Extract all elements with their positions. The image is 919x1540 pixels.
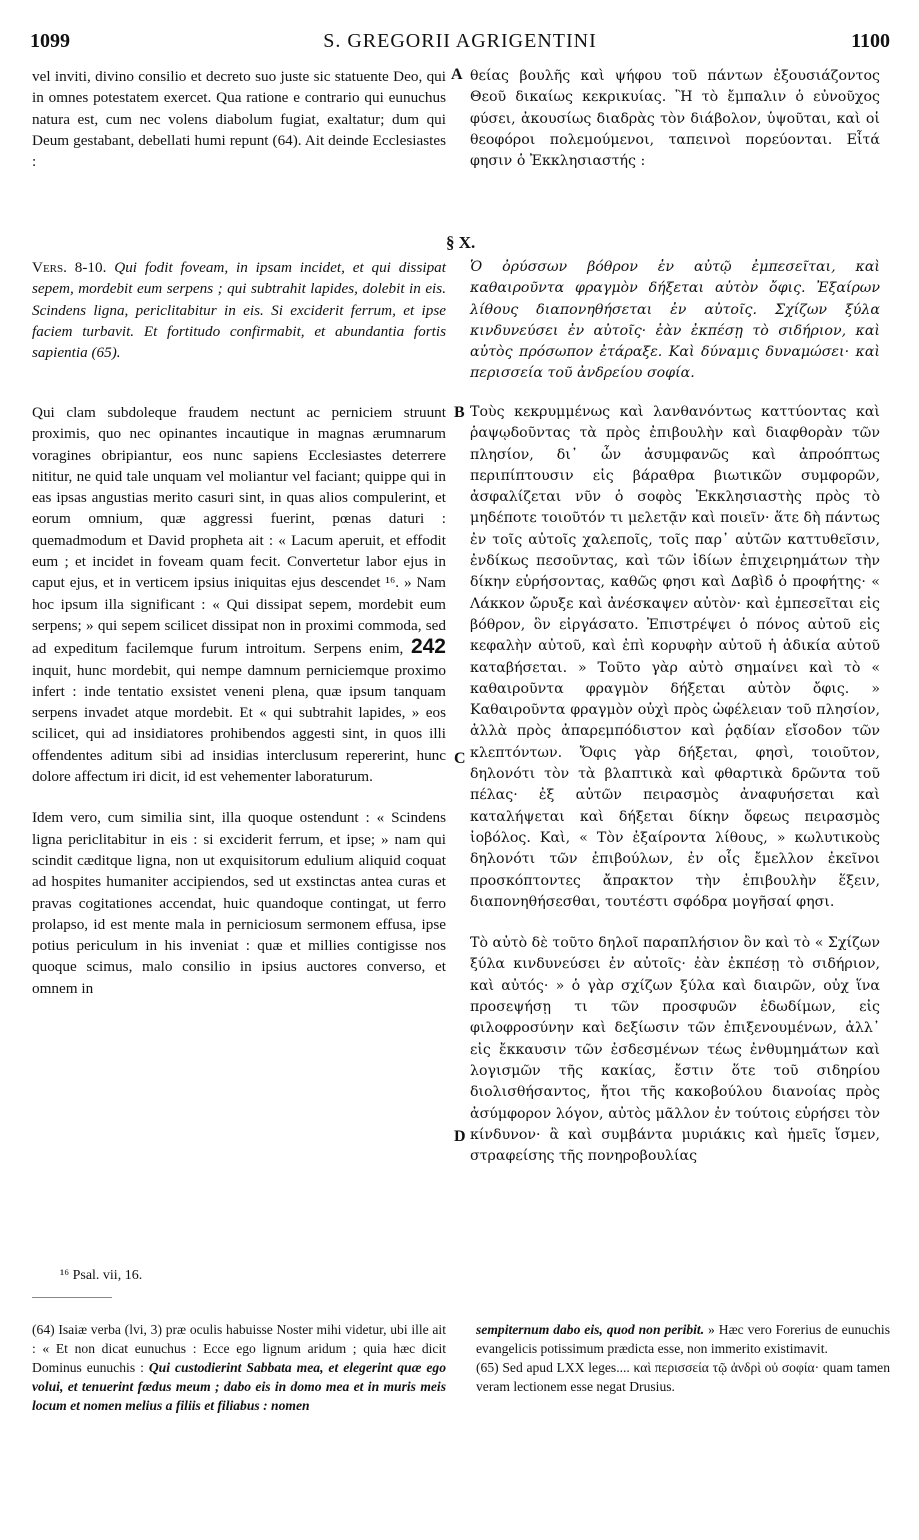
greek-paragraph-2: Τὸ αὐτὸ δὲ τοῦτο δηλοῖ παραπλήσιον ὂν καὶ τὸ « Σχίζων ξύλα κινδυνεύσει ἐν αὐτοῖς· ἐὰν ἐκπέσῃ τὸ σιδήριον, καὶ αὐτός· » ὁ γὰρ σχίζων ξύλα καὶ διαιρῶν, οὐχ ἵνα προσεψήσῃ τι τῶν προσφυῶν ἐδωδίμων, εἰς φιλοφροσύνην καὶ δεξίωσιν τῶν ἐπιξενουμένων, ἀλλ᾽ εἰς ἔκκαυσιν τῶν ἐσδεσμένων τέως ἐνθυμημάτων καὶ λογισμῶν τῆς κακίας, ἔστιν ὅτε τοῦ σιδηρίου διολισθήσαντος, ἤτοι τῆς κακοβούλου διανοίας πρὸς ἀσύμφορον λόγον, αὐτὸς μᾶλλον ἐν τούτοις εὑρήσει τὸν κίνδυνον· ἃ καὶ συμβάντα μυριάκις καὶ ἡμεῖς ἴσμεν, στραφείσης τῆς πονηροβουλίας <box>470 935 880 1165</box>
greek-verse-text: Ὁ ὀρύσσων βόθρον ἐν αὐτῷ ἐμπεσεῖται, καὶ καθαιροῦντα φραγμὸν δήξεται αὐτὸν ὄφις. Ἐξαίρων λίθους διαπονηθήσεται ἐν αὐτοῖς. Σχίζων ξύλα κινδυνεύσει ἐν αὐτοῖς· ἐὰν ἐκπέσῃ τὸ σιδήριον, καὶ αὐτὸς πρόσωπον ἐτάραξε. Καὶ δύναμις δυναμώσει· καὶ περισσεία τοῦ ἀνδρείου σοφία. <box>470 259 880 382</box>
page-number-right: 1100 <box>851 30 890 52</box>
page-ref-242: 242 <box>410 635 446 659</box>
page-number-left: 1099 <box>30 30 70 52</box>
latin-paragraph-2: Idem vero, cum similia sint, illa quoque ostendunt : « Scindens ligna periclitabitur in eis : si exciderit ferrum, et ipse; » nam qui scindit cæditque ligna, non ut exquisitorum edulium aliquid coquat ad hospites humaniter accipiendos, sed ut exstinctas antea curas et pravas cogitationes accendat, huic quandoque contingat, ut ferro prolapso, id est mente mala in perniciosum sermonem effusa, ipse potius periculum in his inveniat : quæ et millies contigisse nos quoque scimus, malo consilio in ipsius auctores converso, et omnem in <box>32 809 446 997</box>
latin-commentary <box>32 402 446 999</box>
footnote-64: (64) Isaiæ verba (lvi, 3) præ oculis habuisse Noster mihi videtur, ubi ille ait : « Et non dicat eunuchus : Ecce ego lignum aridum ; quia hæc dicit Dominus eunuchis : Qui custodierint Sabbata mea, et elegerint quæ ego volui, et tenuerint fœdus meum ; dabo eis in domo mea et in muris meis locum et nomen melius a filiis et filiabus : nomen <box>32 1322 446 1413</box>
latin-paragraph-1: Qui clam subdoleque fraudem nectunt ac perniciem struunt proximis, quo nec opinantes incautique in magnas ærumnarum voragines obripiantur, eos nunc sapiens Ecclesiastes deterrere nititur, ne quid tale unquam vel moliantur vel faciant; quippe qui in eas ipsas angustias merito casuri sint, in quas alios compulerint, et eorum omnium, quæ aggressi fuerint, pœnas daturi : quemadmodum et David propheta ait : « Lacum aperuit, et effodit eum ; et incidet in foveam quam fecit. Convertetur labor ejus in caput ejus, et in verticem ipsius iniquitas ejus descendet ¹⁶. » Nam hoc ipsum illa significant : « Qui dissipat sepem, mordebit eum serpens; » qui sepem scilicet dissipat non in proximi commoda, sed ad expeditum facilemque furum introitum. Serpens enim, 242 inquit, hunc mordebit, qui nempe damnum perniciemque proximo infert : inde tentatio exsistet veneni plena, quæ ipsum tanquam serpens invadet atque mordebit. Et « qui subtrahit lapides, » eos scilicet, qui ad insidiatores prohibendos aggesti sint, in quos illi offendentes aditum sibi ad insidias interclusum repererint, hunc dolore affectum iri dicit, id est vehementer laboraturum. <box>32 404 446 786</box>
running-title: S. GREGORII AGRIGENTINI <box>323 30 597 52</box>
latin-intro <box>32 66 446 172</box>
page-header <box>30 30 890 58</box>
marker-b: B <box>454 404 465 421</box>
verse-lead: Vers. 8-10. <box>32 259 107 276</box>
footnote-continuation: sempiternum dabo eis, quod non peribit. » Hæc vero Forerius de eunuchis evangelicis potissimum prædicta esse, non immerito existimavit. (65) Sed apud LXX leges.... καὶ περισσεία τῷ ἀνδρὶ οὐ σοφία· quam tamen veram lectionem esse negat Drusius. <box>476 1322 890 1394</box>
greek-verse <box>470 257 880 385</box>
footnote-divider <box>32 1297 112 1298</box>
greek-intro <box>470 66 880 172</box>
marker-a: A <box>451 66 463 83</box>
greek-intro-text: θείας βουλῆς καὶ ψήφου τοῦ πάντων ἐξουσιάζοντος Θεοῦ δικαίως κεκρικυίας. Ἢ τὸ ἔμπαλιν ὁ εὐνοῦχος φύσει, ἀκουσίως διαδρὰς τὸν διάβολον, ὑψοῦται, καὶ οἱ θεοφόροι πολεμούμενοι, ταπεινοὶ πορεύονται. Εἶτά φησιν ὁ Ἐκκλησιαστής : <box>470 68 880 170</box>
latin-verse <box>32 257 446 363</box>
latin-verse-text: Qui fodit foveam, in ipsam incidet, et qui dissipat sepem, mordebit eum serpens ; qui subtrahit lapides, dolebit in eis. Scindens ligna, periclitabitur in eis. Si exciderit ferrum, et ipse faciem turbavit. Et fortitudo confirmabit, et abundantia fortis sapientia (65). <box>32 259 446 362</box>
scripture-footnote: ¹⁶ Psal. vii, 16. <box>60 1268 143 1283</box>
section-heading: § X. <box>446 233 476 252</box>
footnote-65: (65) Sed apud LXX leges.... καὶ περισσεία τῷ ἀνδρὶ οὐ σοφία· quam tamen veram lectionem esse negat Drusius. <box>476 1360 890 1394</box>
marker-d: D <box>454 1128 466 1145</box>
marker-c: C <box>454 750 466 767</box>
greek-paragraph-1: Τοὺς κεκρυμμένως καὶ λανθανόντως καττύοντας καὶ ῥαψῳδοῦντας τὰ πρὸς ἐπιβουλὴν καὶ διαφθορὰν τῶν πλησίον, δι᾽ ὧν ἀσυμφανῶς καὶ ἀπροόπτως περιπίπτουσιν εἰς βάραθρα βιωτικῶν συμφορῶν, ἀσφαλίζεται νῦν ὁ σοφὸς Ἐκκλησιαστὴς πρὸς τὸ μηδέποτε τοιοῦτόν τι μελετᾷν καὶ ποιεῖν· ἅτε δὴ πάντως ἐν τοῖς αὐτοῖς χαλεποῖς, τοῖς παρ᾽ αὐτῶν καττυθεῖσιν, ἐνδίκως πεσοῦντας, καὶ τῶν ἰδίων ἐπιχειρημάτων τὴν δίκην εὑρήσοντας, καθῶς φησι καὶ Δαβὶδ ὁ προφήτης· « Λάκκον ὤρυξε καὶ ἀνέσκαψεν αὐτὸν· καὶ ἐμπεσεῖται εἰς βόθρον, ὃν εἰργάσατο. Ἐπιστρέψει ὁ πόνος αὐτοῦ εἰς κεφαλὴν αὐτοῦ, καὶ ἐπὶ κορυφὴν αὐτοῦ ἡ ἀδικία αὐτοῦ καταβήσεται. » Τοῦτο γὰρ αὐτὸ σημαίνει καὶ τὸ « καθαιροῦντα φραγμὸν δήξεται αὐτὸν ὄφις. » Καθαιροῦντα φραγμὸν οὐχὶ πρὸς ὠφέλειαν τοῦ πλησίον, ἀλλὰ πρὸς ἀπαρεμπόδιστον καὶ ῥᾳδίαν εἴσοδον τῶν κλεπτόντων. Ὄφις γὰρ δήξεται, φησὶ, τοιοῦτον, δηλονότι τὸν τὰ βλαπτικὰ καὶ φθαρτικὰ δρῶντα τοῦ πέλας· ἐξ αὐτῶν πειρασμὸς ἀναφυήσεται καὶ καταλήψεται καὶ δήξεται δίκην ὄφεως πειρασμὸς ἰοβόλος. Καὶ, « Τὸν ἐξαίροντα λίθους, » κωλυτικοὺς δηλονότι τῶν ἐπιβούλων, ἐν οἷς ἔμελλον ἐκεῖνοι προσκόπτοντες ἄπρακτον τὴν ἐπιβουλὴν ἕξειν, διαπονηθήσεσθαι, τουτέστι σφόδρα μογῆσαί φησι. <box>470 404 880 910</box>
greek-commentary <box>470 402 880 1167</box>
latin-intro-text: vel inviti, divino consilio et decreto suo juste sic statuente Deo, qui in omnes potestatem exercet. Qua ratione e contrario qui eunuchus natura est, cum nec volens diabolum fugiat, exaltatur; dum qui Deum gestabant, debellati humi repunt (64). Ait deinde Ecclesiastes : <box>32 68 446 171</box>
